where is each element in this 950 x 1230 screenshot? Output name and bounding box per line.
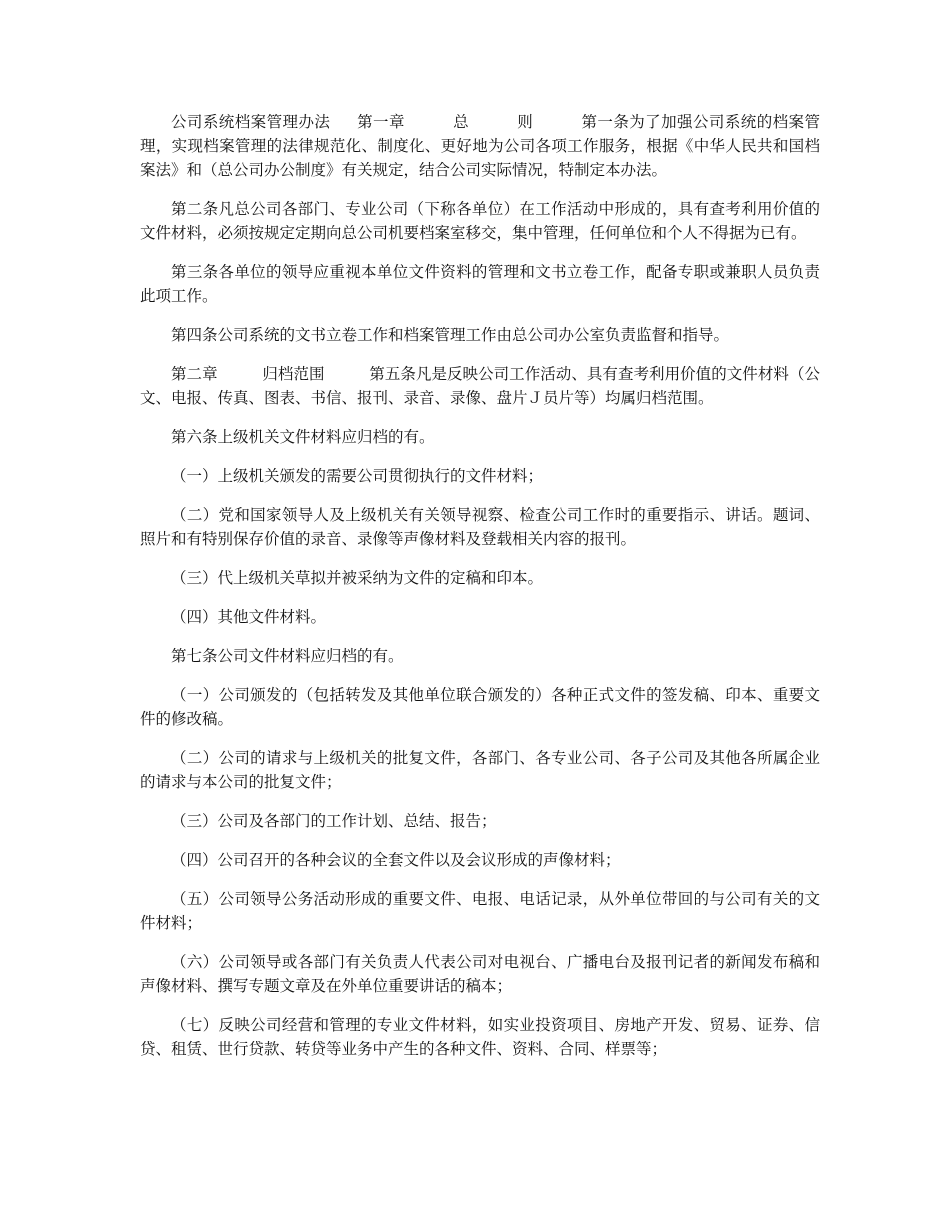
paragraph-article-7-item-5: （五）公司领导公务活动形成的重要文件、电报、电话记录，从外单位带回的与公司有关的文件材料； bbox=[140, 890, 820, 932]
paragraph-article-4: 第四条公司系统的文书立卷工作和档案管理工作由总公司办公室负责监督和指导。 bbox=[171, 326, 730, 344]
paragraph-article-6-item-2: （二）党和国家领导人及上级机关有关领导视察、检查公司工作时的重要指示、讲话。题词、照片和有特别保存价值的录音、录像等声像材料及登载相关内容的报刊。 bbox=[140, 506, 820, 548]
paragraph-article-7-item-6: （六）公司领导或各部门有关负责人代表公司对电视台、广播电台及报刊记者的新闻发布稿和声像材料、撰写专题文章及在外单位重要讲话的稿本； bbox=[140, 953, 820, 995]
paragraph-article-7-item-4: （四）公司召开的各种会议的全套文件以及会议形成的声像材料； bbox=[171, 851, 621, 869]
paragraph-article-7-item-1: （一）公司颁发的（包括转发及其他单位联合颁发的）各种正式文件的签发稿、印本、重要文件的修改稿。 bbox=[140, 686, 820, 728]
paragraph-article-7: 第七条公司文件材料应归档的有。 bbox=[171, 647, 404, 665]
paragraph-article-2: 第二条凡总公司各部门、专业公司（下称各单位）在工作活动中形成的，具有查考利用价值的文件材料，必须按规定定期向总公司机要档案室移交，集中管理，任何单位和个人不得据为已有。 bbox=[140, 200, 820, 242]
paragraph-article-7-item-7: （七）反映公司经营和管理的专业文件材料，如实业投资项目、房地产开发、贸易、证券、信贷、租赁、世行贷款、转贷等业务中产生的各种文件、资料、合同、样票等； bbox=[140, 1016, 820, 1058]
document-page bbox=[140, 100, 820, 1076]
paragraph-article-3: 第三条各单位的领导应重视本单位文件资料的管理和文书立卷工作，配备专职或兼职人员负责此项工作。 bbox=[140, 263, 820, 305]
paragraph-article-6-item-1: （一）上级机关颁发的需要公司贯彻执行的文件材料； bbox=[171, 467, 544, 485]
paragraph-chapter-2-article-5: 第二章 归档范围 第五条凡是反映公司工作活动、具有查考利用价值的文件材料（公文、电报、传真、图表、书信、报刊、录音、录像、盘片Ｊ员片等）均属归档范围。 bbox=[140, 365, 820, 407]
paragraph-article-7-item-2: （二）公司的请求与上级机关的批复文件，各部门、各专业公司、各子公司及其他各所属企业的请求与本公司的批复文件； bbox=[140, 749, 820, 791]
paragraph-article-6: 第六条上级机关文件材料应归档的有。 bbox=[171, 428, 435, 446]
paragraph-article-6-item-3: （三）代上级机关草拟并被采纳为文件的定稿和印本。 bbox=[171, 569, 544, 587]
paragraph-title-and-article-1: 公司系统档案管理办法 第一章 总 则 第一条为了加强公司系统的档案管理，实现档案管理的法律规范化、制度化、更好地为公司各项工作服务，根据《中华人民共和国档案法》和（总公司办公制度》有关规定，结合公司实际情况，特制定本办法。 bbox=[140, 113, 820, 179]
paragraph-article-7-item-3: （三）公司及各部门的工作计划、总结、报告； bbox=[171, 812, 497, 830]
paragraph-article-6-item-4: （四）其他文件材料。 bbox=[171, 608, 327, 626]
